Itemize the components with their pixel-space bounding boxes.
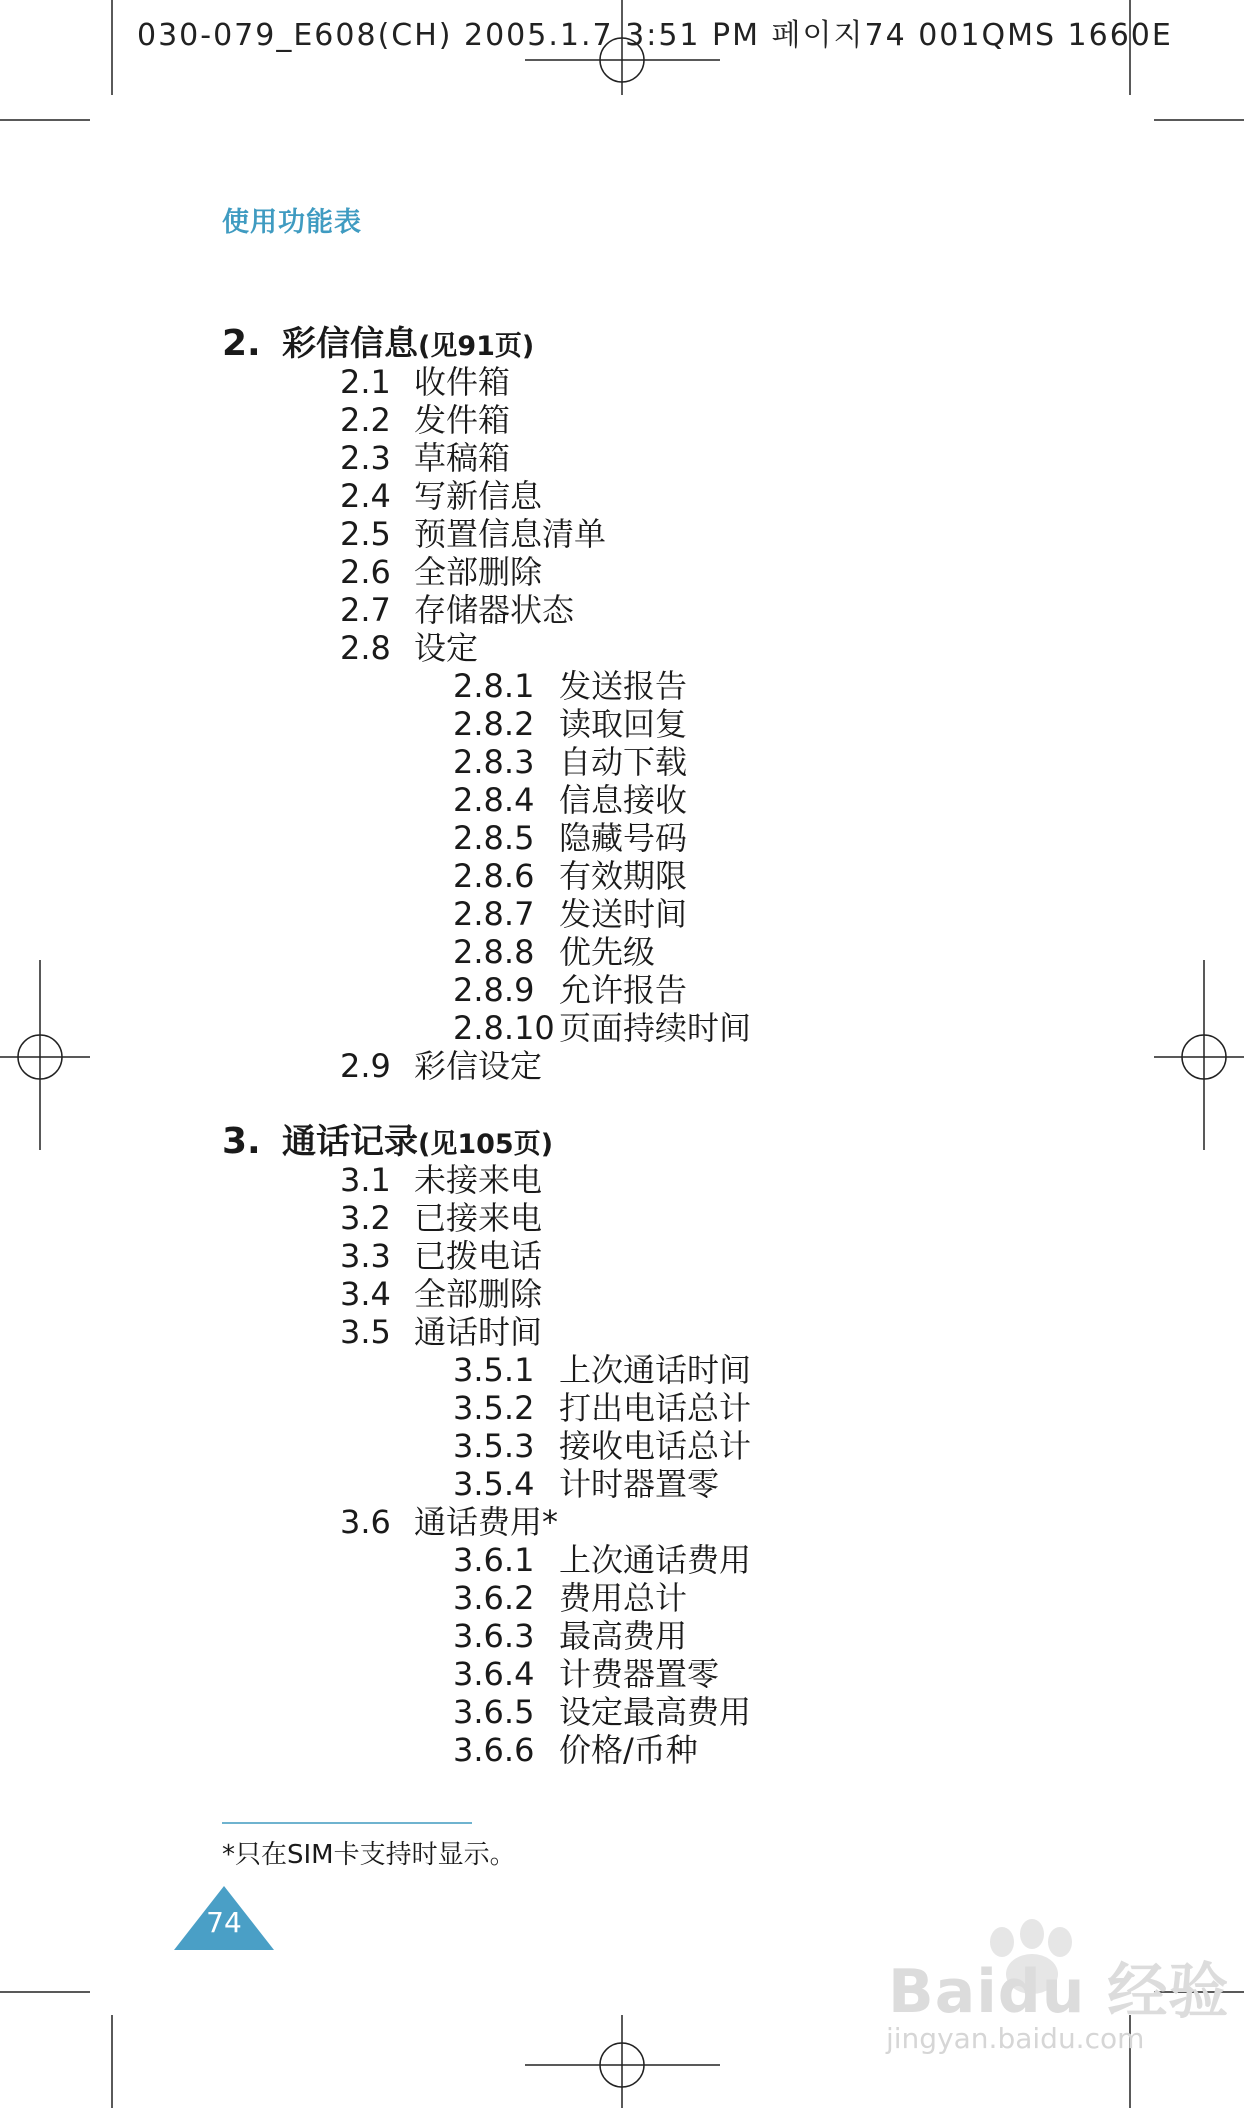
menu-item-number: 2.8.6 (453, 857, 535, 895)
menu-item-label: 计费器置零 (559, 1655, 720, 1693)
menu-item (453, 819, 687, 857)
watermark-url: jingyan.baidu.com (886, 2022, 1145, 2055)
menu-item-number: 2.8.3 (453, 743, 535, 781)
printer-slug: 030-079_E608(CH) 2005.1.7 3:51 PM 페이지74 001QMS 1660E (137, 18, 1173, 53)
menu-item (340, 629, 478, 667)
menu-item-label: 上次通话费用 (559, 1541, 752, 1579)
menu-item-number: 3.6.3 (453, 1617, 535, 1655)
menu-item (453, 1617, 687, 1655)
menu-item (340, 515, 606, 553)
section-header: 使用功能表 (222, 207, 362, 238)
menu-item-label: 自动下载 (559, 743, 688, 781)
menu-item-label: 上次通话时间 (559, 1351, 752, 1389)
menu-item (453, 705, 687, 743)
menu-item-label: 通话记录 (282, 1122, 418, 1162)
menu-item-number: 3.5 (340, 1313, 391, 1351)
menu-item-number: 2.7 (340, 591, 391, 629)
menu-item-label: 允许报告 (559, 971, 688, 1009)
menu-item-label: 全部删除 (414, 553, 543, 591)
menu-item-number: 3.2 (340, 1199, 391, 1237)
menu-item (340, 1313, 542, 1351)
menu-item-number: 3.4 (340, 1275, 391, 1313)
page-number: 74 (206, 1906, 242, 1939)
menu-item-label: 草稿箱 (414, 439, 511, 477)
menu-item-label: 存储器状态 (414, 591, 575, 629)
menu-item-label: 信息接收 (559, 781, 688, 819)
menu-item (453, 1465, 719, 1503)
menu-item-label: 写新信息 (414, 477, 543, 515)
menu-item (453, 857, 687, 895)
menu-item (340, 1503, 558, 1541)
menu-item-number: 2.8.1 (453, 667, 535, 705)
menu-item (340, 1199, 542, 1237)
menu-item-number: 3.5.2 (453, 1389, 535, 1427)
menu-item-label: 优先级 (559, 933, 656, 971)
menu-item-label: 有效期限 (559, 857, 688, 895)
menu-item (340, 401, 510, 439)
watermark-brand: Baidu 经验 (888, 1957, 1230, 2027)
menu-item-number: 2.5 (340, 515, 391, 553)
menu-item-label: 打出电话总计 (559, 1389, 752, 1427)
menu-item-number: 2.1 (340, 363, 391, 401)
menu-item-label: 设定 (414, 629, 479, 667)
menu-item-number: 3.6.4 (453, 1655, 535, 1693)
menu-item-number: 3.6.6 (453, 1731, 535, 1769)
menu-item-number: 2. (222, 323, 261, 364)
menu-item-number: 3.5.4 (453, 1465, 535, 1503)
menu-item (340, 363, 510, 401)
menu-item-label: 接收电话总计 (559, 1427, 752, 1465)
menu-item (453, 1655, 719, 1693)
menu-item-number: 2.8.10 (453, 1009, 555, 1047)
menu-item-number: 3.5.1 (453, 1351, 535, 1389)
menu-item-number: 3. (222, 1121, 261, 1162)
menu-item-number: 3.5.3 (453, 1427, 535, 1465)
menu-item (453, 1009, 751, 1047)
menu-heading (222, 325, 534, 366)
menu-item (453, 1693, 751, 1731)
menu-item-label: 发送时间 (559, 895, 688, 933)
menu-item-number: 2.6 (340, 553, 391, 591)
menu-item (453, 743, 687, 781)
menu-item-number: 2.8.9 (453, 971, 535, 1009)
page-reference: (见105页) (418, 1129, 554, 1160)
menu-item (453, 971, 687, 1009)
menu-item-number: 2.8.8 (453, 933, 535, 971)
menu-item (340, 553, 542, 591)
menu-item-label: 隐藏号码 (559, 819, 688, 857)
menu-item-label: 设定最高费用 (559, 1693, 752, 1731)
menu-item (340, 1161, 542, 1199)
menu-item-label: 通话时间 (414, 1313, 543, 1351)
menu-item (453, 1731, 698, 1769)
menu-item-label: 发件箱 (414, 401, 511, 439)
menu-item-label: 费用总计 (559, 1579, 688, 1617)
menu-item-number: 2.8 (340, 629, 391, 667)
footnote-divider (222, 1822, 472, 1824)
menu-item-number: 3.6.1 (453, 1541, 535, 1579)
footnote: *只在SIM卡支持时显示。 (222, 1840, 516, 1870)
menu-item-number: 2.9 (340, 1047, 391, 1085)
menu-item-number: 2.8.4 (453, 781, 535, 819)
menu-item (453, 1351, 751, 1389)
menu-item-number: 3.6.5 (453, 1693, 535, 1731)
menu-item-label: 通话费用* (414, 1503, 559, 1541)
menu-item-number: 2.3 (340, 439, 391, 477)
menu-item (340, 1237, 542, 1275)
menu-item-label: 彩信设定 (414, 1047, 543, 1085)
menu-item-label: 页面持续时间 (559, 1009, 752, 1047)
menu-item-label: 未接来电 (414, 1161, 543, 1199)
menu-item (453, 1579, 687, 1617)
menu-item (453, 1389, 751, 1427)
menu-item-number: 2.8.2 (453, 705, 535, 743)
menu-item-number: 2.8.7 (453, 895, 535, 933)
menu-item (453, 667, 687, 705)
menu-item-number: 2.4 (340, 477, 391, 515)
menu-item-number: 2.8.5 (453, 819, 535, 857)
menu-item (340, 591, 574, 629)
menu-item-number: 3.1 (340, 1161, 391, 1199)
menu-item-label: 已拨电话 (414, 1237, 543, 1275)
menu-item-number: 3.6.2 (453, 1579, 535, 1617)
menu-item-label: 发送报告 (559, 667, 688, 705)
menu-item (453, 1541, 751, 1579)
menu-item-label: 价格/币种 (559, 1731, 698, 1769)
menu-item-label: 计时器置零 (559, 1465, 720, 1503)
menu-item-number: 3.3 (340, 1237, 391, 1275)
menu-heading (222, 1123, 553, 1164)
menu-item-label: 彩信信息 (282, 324, 418, 364)
menu-item (453, 895, 687, 933)
menu-item (453, 781, 687, 819)
menu-item (453, 933, 655, 971)
menu-item-label: 全部删除 (414, 1275, 543, 1313)
menu-item (453, 1427, 751, 1465)
menu-item (340, 1047, 542, 1085)
menu-item-number: 3.6 (340, 1503, 391, 1541)
menu-item (340, 1275, 542, 1313)
menu-item-number: 2.2 (340, 401, 391, 439)
menu-item (340, 477, 542, 515)
menu-item (340, 439, 510, 477)
page-reference: (见91页) (418, 331, 535, 362)
menu-item-label: 已接来电 (414, 1199, 543, 1237)
menu-item-label: 预置信息清单 (414, 515, 607, 553)
menu-item-label: 最高费用 (559, 1617, 688, 1655)
menu-item-label: 读取回复 (559, 705, 688, 743)
menu-item-label: 收件箱 (414, 363, 511, 401)
